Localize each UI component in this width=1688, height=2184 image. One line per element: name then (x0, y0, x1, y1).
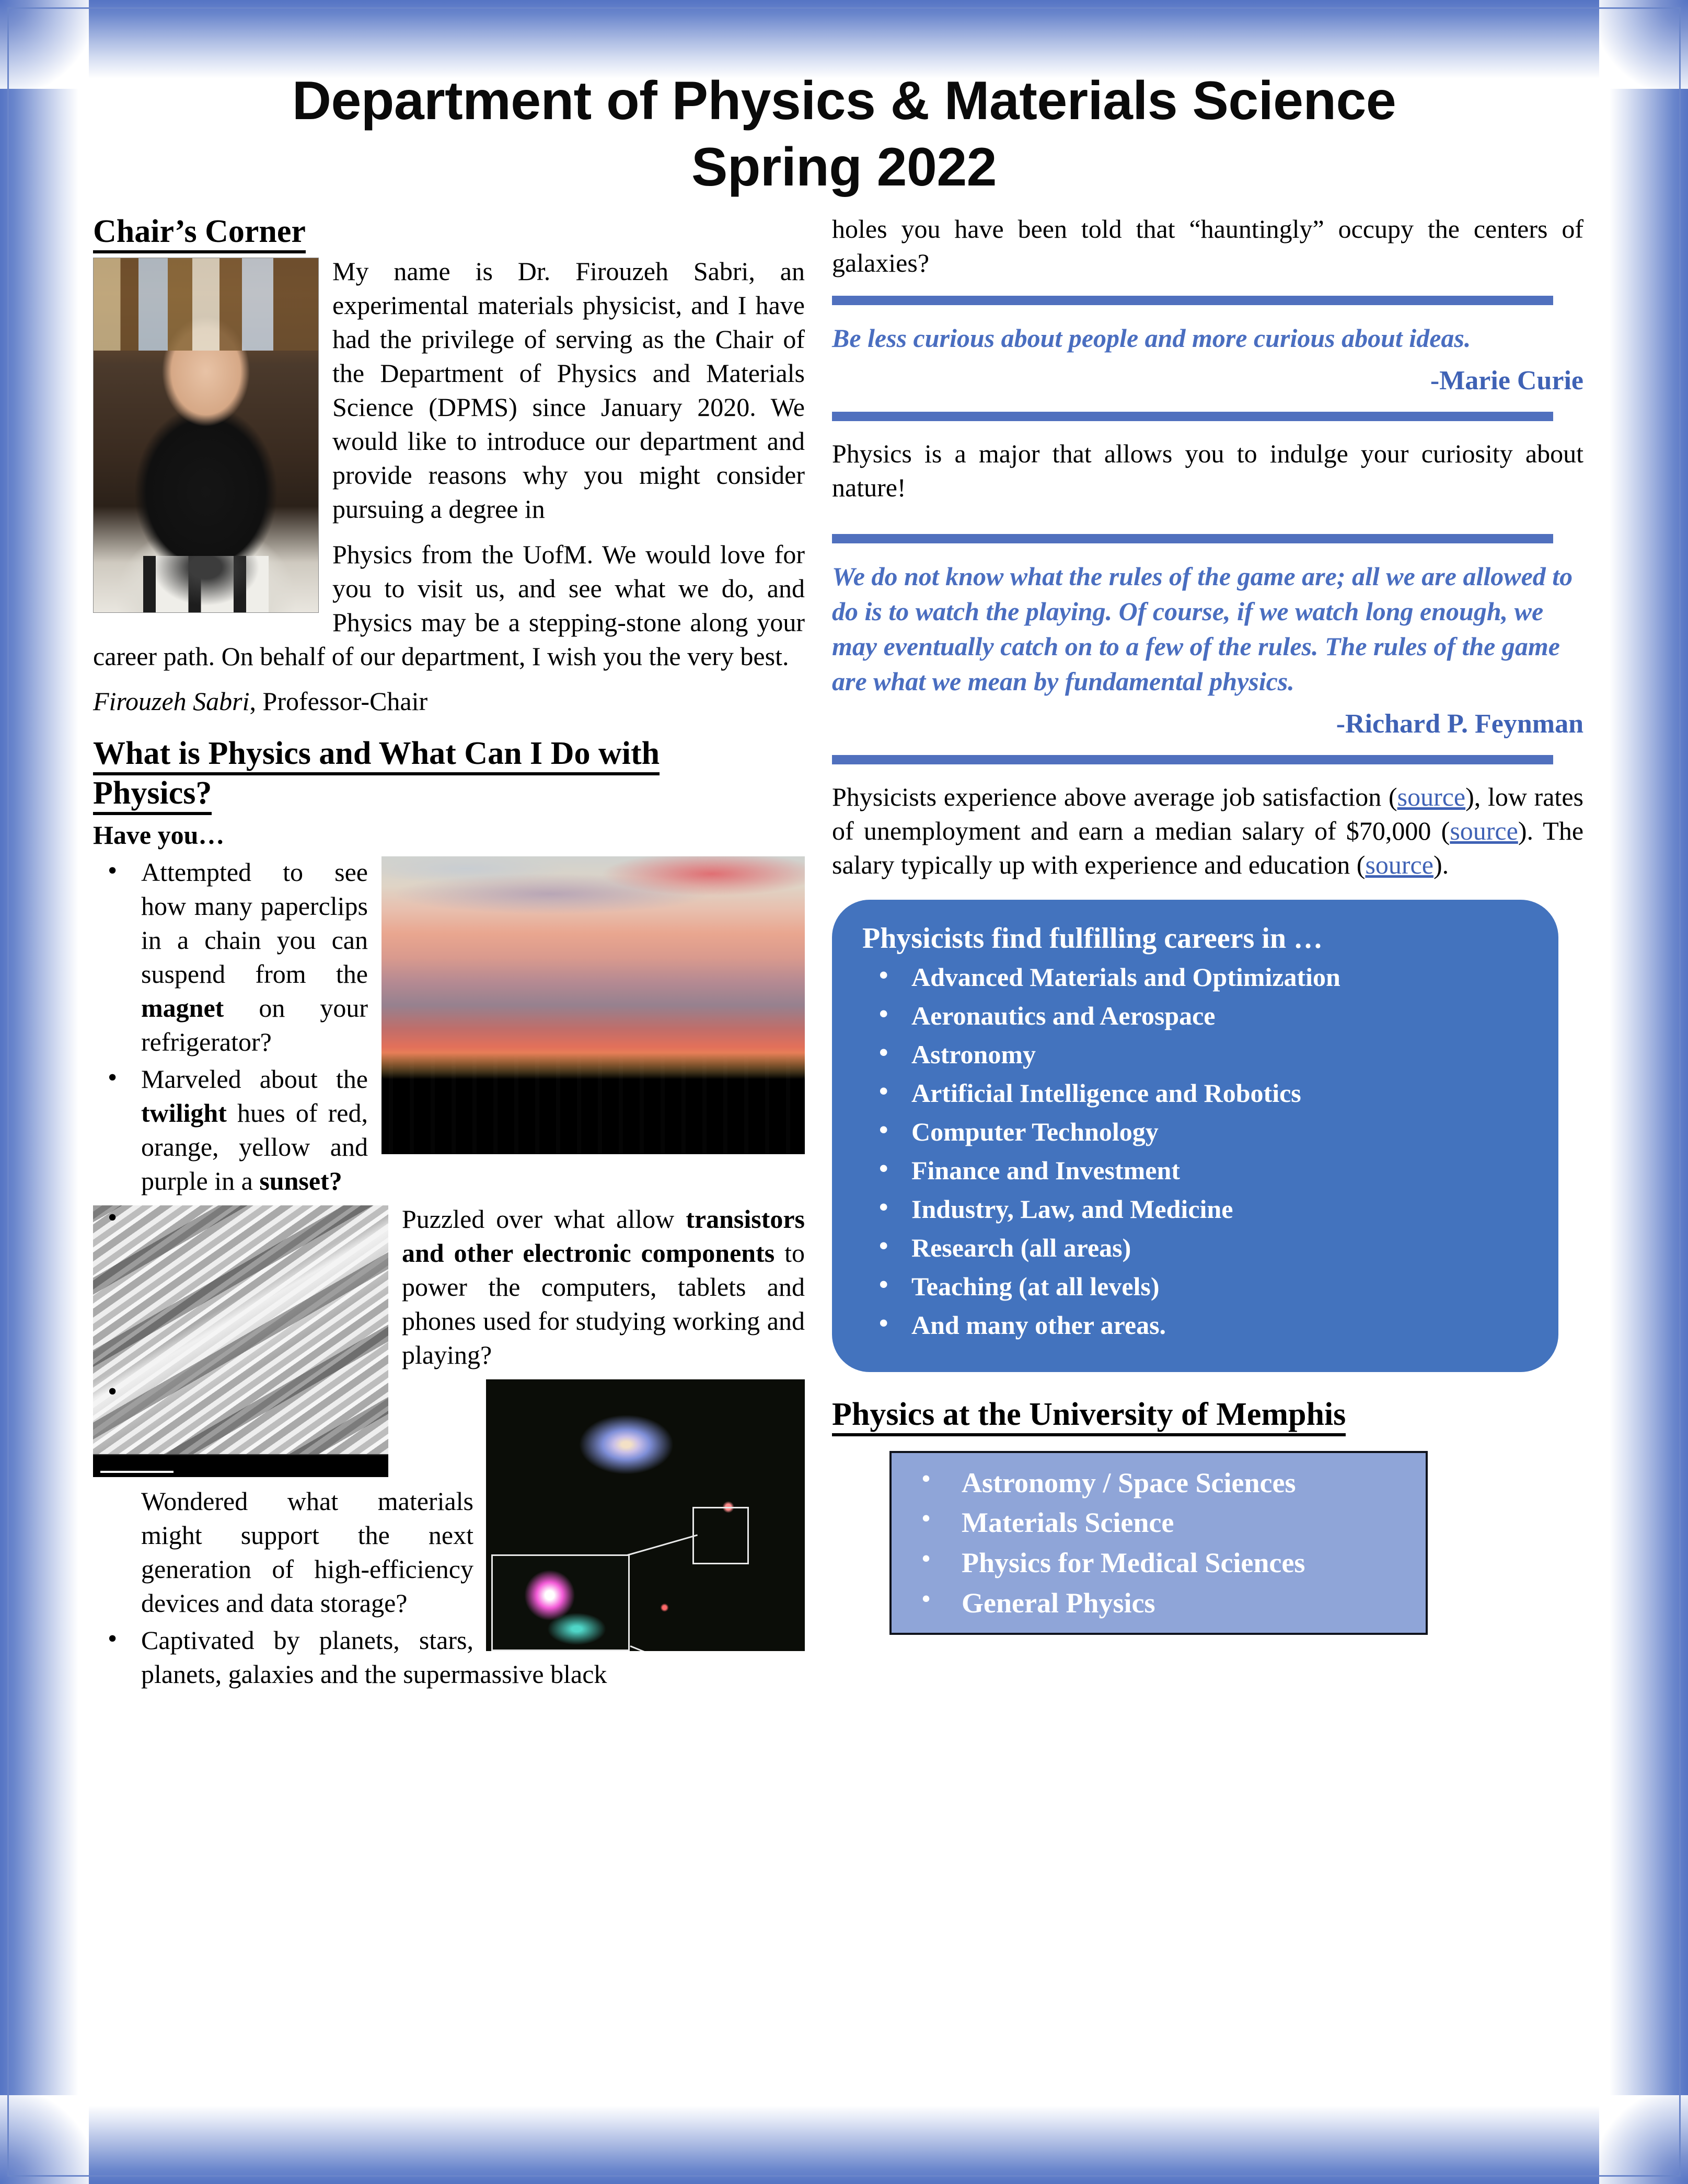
bullet-text: Attempted to see how many paperclips in a chain you can suspend from the (141, 857, 368, 989)
left-column (78, 212, 810, 1694)
careers-heading: Physicists find fulfilling careers in … (862, 922, 1323, 955)
list-item: • Research (all areas) (866, 1233, 1537, 1262)
list-item: • Industry, Law, and Medicine (866, 1194, 1537, 1224)
what-is-physics-heading-line2: Physics? (93, 775, 212, 815)
chair-signature-title: , Professor-Chair (249, 687, 428, 716)
memphis-programs-list (904, 1467, 1413, 1620)
chairs-corner-heading (93, 212, 805, 252)
bullet-text-post: to power the computers, tablets and phones used for studying working and playing? (402, 1238, 805, 1369)
careers-list (853, 962, 1537, 1340)
divider-rule-curie-bottom (832, 412, 1553, 421)
chairs-corner-paragraph-1: My name is Dr. Firouzeh Sabri, an experimental materials physicist, and I have had the privilege of serving as the Chair of the Department of Physics and Materials Science (DPMS) since January 2020. We would like to introduce our department and provide reasons why you might consider pursuing a degree in (332, 257, 805, 524)
list-item: • General Physics (904, 1587, 1413, 1620)
stats-segment-3: ). The salary typically up with experience and education ( (832, 816, 1584, 879)
stats-segment-1: Physicists experience above average job satisfaction ( (832, 782, 1397, 811)
newsletter-issue: Spring 2022 (691, 136, 997, 198)
what-is-physics-heading (93, 734, 805, 813)
two-column-layout (78, 212, 1610, 1694)
have-you-lead: Have you… (93, 820, 225, 850)
right-column (810, 212, 1583, 1694)
bullet-bold-2: sunset? (259, 1166, 342, 1195)
list-item: • Artificial Intelligence and Robotics (866, 1078, 1537, 1108)
bullet-text: Puzzled over what allow (402, 1204, 686, 1234)
galaxies-continuation-text: holes you have been told that “hauntingly” occupy the centers of galaxies? (832, 214, 1583, 277)
careers-callout-box (832, 900, 1558, 1372)
bullet-text-post: on your refrigerator? (141, 993, 368, 1056)
divider-rule-feynman-bottom (832, 755, 1553, 764)
have-you-bullet-list-end (93, 1376, 805, 1691)
chairs-corner-paragraph-2: Physics from the UofM. We would love for you to visit us, and see what we do, and Physics may be a stepping-stone along your career path. On behalf of our department, I wish you the very best. (93, 540, 805, 671)
source-link-3[interactable]: source (1365, 850, 1433, 879)
bullet-text: Captivated by planets, stars, planets, galaxies and the supermassive black (141, 1625, 607, 1689)
feynman-quote-text: We do not know what the rules of the game are; all we are allowed to do is to watch the playing. Of course, if we watch long enough, we may eventually catch on to a few of the rules. The rules of the game are what we mean by fundamental physics. (832, 561, 1573, 696)
bullet-bold: twilight (141, 1098, 227, 1128)
list-item (93, 855, 805, 1059)
divider-rule-feynman-top (832, 534, 1553, 543)
stats-segment-4: ). (1433, 850, 1449, 879)
chair-signature (93, 686, 805, 716)
physicist-stats-paragraph (832, 780, 1583, 882)
masthead (78, 63, 1610, 201)
list-item: • Materials Science (904, 1506, 1413, 1539)
stats-segment-2: ), low rates of unemployment and earn a median salary of $70,000 ( (832, 782, 1583, 845)
list-item: • Physics for Medical Sciences (904, 1547, 1413, 1579)
chair-portrait-photo (93, 258, 319, 613)
list-item: • Aeronautics and Aerospace (866, 1001, 1537, 1030)
list-item: • Astronomy (866, 1040, 1537, 1069)
chair-signature-name: Firouzeh Sabri (93, 687, 250, 716)
newsletter-title: Department of Physics & Materials Science (292, 71, 1396, 131)
memphis-programs-box (889, 1451, 1428, 1635)
feynman-quote-attribution: -Richard P. Feynman (1336, 708, 1583, 739)
sem-scale-bar (100, 1471, 174, 1473)
newsletter-content (78, 63, 1610, 2121)
what-is-physics-heading-line1: What is Physics and What Can I Do with (93, 736, 660, 775)
bullet-bold: transistors and other electronic components (402, 1204, 805, 1268)
source-link-2[interactable]: source (1450, 816, 1518, 845)
have-you-bullet-list (93, 855, 805, 1198)
memphis-section-heading (832, 1396, 1583, 1433)
list-item (93, 1062, 805, 1198)
memphis-section-heading-text: Physics at the University of Memphis (832, 1397, 1346, 1436)
list-item (93, 1376, 805, 1620)
list-item (93, 1202, 805, 1372)
curie-quote-text: Be less curious about people and more curious about ideas. (832, 323, 1471, 353)
bullet-text: Marveled about the (141, 1064, 368, 1094)
divider-rule-top (832, 296, 1553, 305)
list-item: • And many other areas. (866, 1310, 1537, 1340)
bullet-text: Wondered what materials might support the next generation of high-efficiency devices and data storage? (141, 1486, 473, 1618)
bullet-bold: magnet (141, 993, 224, 1023)
list-item: • Finance and Investment (866, 1156, 1537, 1185)
list-item: • Computer Technology (866, 1117, 1537, 1146)
physics-major-note: Physics is a major that allows you to indulge your curiosity about nature! (832, 438, 1583, 502)
source-link-1[interactable]: source (1397, 782, 1466, 811)
bullet-text-mid: hues of red, orange, yellow and purple in a (141, 1098, 368, 1195)
list-item: • Astronomy / Space Sciences (904, 1467, 1413, 1500)
list-item (93, 1623, 805, 1691)
list-item: • Advanced Materials and Optimization (866, 962, 1537, 992)
chairs-corner-heading-text: Chair’s Corner (93, 214, 306, 253)
have-you-bullet-list-continued (93, 1202, 805, 1372)
curie-quote-attribution: -Marie Curie (1430, 365, 1583, 396)
list-item: • Teaching (at all levels) (866, 1272, 1537, 1301)
